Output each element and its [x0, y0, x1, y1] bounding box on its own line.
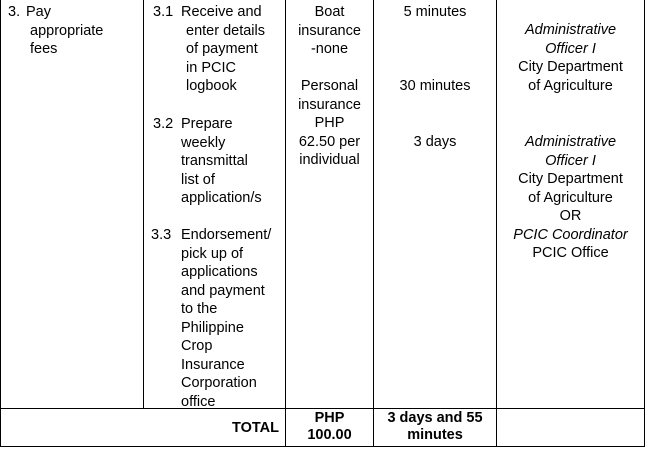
column-divider-1: [143, 0, 144, 408]
action-line: pick up of: [181, 245, 244, 262]
action-number: 3.3: [151, 227, 172, 243]
step-number: 3.: [8, 4, 21, 20]
personal-insurance-fee: [286, 77, 373, 170]
boat-insurance-fee: [286, 3, 373, 59]
action-line: Crop: [181, 338, 213, 354]
action-line: of payment: [186, 41, 258, 57]
action-number: 3.2: [153, 116, 174, 132]
column-divider-3: [373, 0, 374, 447]
action-line: transmittal: [181, 153, 248, 169]
total-row-top-border: [0, 408, 645, 409]
action-line: and payment: [181, 282, 265, 299]
action-number: 3.1: [153, 4, 174, 20]
person-responsible: [497, 133, 644, 263]
responsible-office: PCIC Office: [532, 245, 609, 261]
total-time: [374, 410, 496, 444]
action-line: to the: [181, 301, 218, 317]
action-line: Corporation: [181, 375, 257, 391]
responsible-office: City Department: [518, 59, 623, 75]
action-line: Receive and: [181, 4, 262, 20]
processing-time: 5 minutes: [403, 4, 467, 20]
action-description: [181, 226, 271, 411]
fee-line: Boat: [314, 4, 345, 20]
action-description: [181, 115, 262, 208]
table-border-left: [0, 0, 1, 447]
step-description-line: fees: [30, 41, 58, 57]
fee-line: insurance: [298, 22, 361, 39]
responsible-title: Officer I: [545, 40, 596, 57]
action-line: Endorsement/: [181, 227, 272, 243]
total-time-line: minutes: [407, 427, 463, 443]
responsible-office: City Department: [518, 171, 623, 187]
action-line: application/s: [181, 190, 262, 206]
fee-line: 62.50 per: [298, 133, 361, 150]
processing-time: 30 minutes: [399, 78, 471, 94]
fee-line: -none: [310, 41, 349, 57]
action-line: enter details: [186, 22, 265, 39]
step-description: [26, 3, 103, 59]
processing-time: 3 days: [413, 134, 457, 150]
fee-line: insurance: [298, 96, 361, 113]
action-line: Philippine: [181, 319, 244, 336]
action-line: applications: [181, 264, 258, 280]
responsible-office: of Agriculture: [528, 77, 613, 94]
step-description-line: Pay: [26, 4, 51, 20]
action-line: office: [181, 393, 216, 410]
action-line: in PCIC: [186, 59, 236, 76]
total-fee-line: 100.00: [307, 427, 352, 443]
table-border-bottom: [0, 446, 645, 447]
action-line: logbook: [186, 78, 237, 94]
total-label: TOTAL: [232, 420, 279, 436]
or-separator: OR: [559, 208, 582, 224]
fee-line: PHP: [314, 115, 345, 131]
responsible-office: of Agriculture: [528, 189, 613, 206]
table-border-right: [644, 0, 645, 447]
fee-line: individual: [299, 152, 360, 168]
total-fee: [286, 410, 373, 444]
total-time-line: 3 days and 55: [387, 410, 483, 426]
action-line: Insurance: [181, 356, 245, 373]
step-description-line: appropriate: [30, 22, 104, 39]
total-fee-line: PHP: [314, 410, 345, 426]
responsible-title: Administrative: [524, 22, 617, 38]
person-responsible: [497, 21, 644, 95]
responsible-title: Administrative: [524, 134, 617, 150]
column-divider-2: [285, 0, 286, 447]
responsible-title: Officer I: [545, 152, 596, 169]
action-description: [181, 3, 265, 96]
fee-line: Personal: [300, 78, 359, 94]
responsible-title: PCIC Coordinator: [513, 226, 628, 243]
action-line: weekly: [181, 134, 226, 151]
action-line: Prepare: [181, 116, 233, 132]
action-line: list of: [181, 171, 215, 188]
